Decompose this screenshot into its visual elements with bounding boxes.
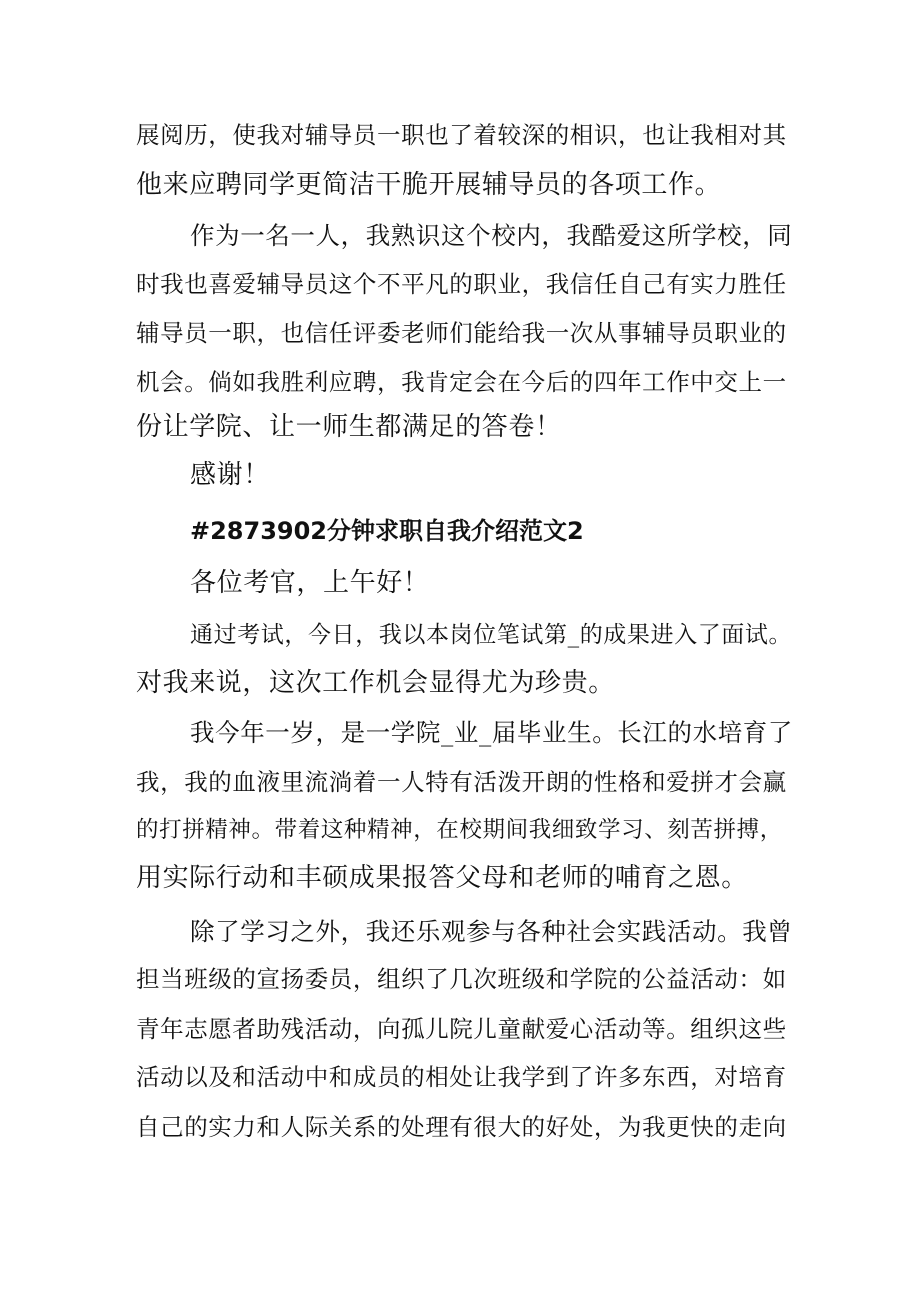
paragraph-line: 的打拼精神。带着这种精神，在校期间我细致学习、刻苦拼搏， xyxy=(136,817,783,843)
paragraph-line: 活动以及和活动中和成员的相处让我学到了许多东西，对培育 xyxy=(136,1063,787,1091)
paragraph-line: 时我也喜爱辅导员这个不平凡的职业，我信任自己有实力胜任 xyxy=(136,270,787,298)
paragraph-line: 担当班级的宣扬委员，组织了几次班级和学院的公益活动：如 xyxy=(136,965,787,993)
paragraph-line: 青年志愿者助残活动，向孤儿院儿童献爱心活动等。组织这些 xyxy=(136,1015,787,1043)
paragraph-line: 机会。倘如我胜利应聘，我肯定会在今后的四年工作中交上一 xyxy=(136,368,787,396)
paragraph-line: 各位考官，上午好！ xyxy=(190,568,430,598)
paragraph-line: 对我来说，这次工作机会显得尤为珍贵。 xyxy=(136,668,615,698)
paragraph-line: 份让学院、让一师生都满足的答卷！ xyxy=(136,412,562,442)
paragraph-line: 通过考试，今日，我以本岗位笔试第_的成果进入了面试。 xyxy=(190,622,793,648)
paragraph-line: 用实际行动和丰硕成果报答父母和老师的哺育之恩。 xyxy=(136,863,748,893)
paragraph-line: 他来应聘同学更简洁干脆开展辅导员的各项工作。 xyxy=(136,170,722,200)
paragraph-line: 我，我的血液里流淌着一人特有活泼开朗的性格和爱拼才会赢 xyxy=(136,768,787,796)
paragraph-line: 感谢！ xyxy=(190,460,270,490)
paragraph-line: 作为一名一人，我熟识这个校内，我酷爱这所学校，同 xyxy=(190,221,793,250)
paragraph-line: 我今年一岁，是一学院_业_届毕业生。长江的水培育了 xyxy=(190,718,793,747)
paragraph-line: 辅导员一职，也信任评委老师们能给我一次从事辅导员职业的 xyxy=(136,319,787,347)
paragraph-line: 展阅历，使我对辅导员一职也了着较深的相识，也让我相对其 xyxy=(136,121,787,149)
section-heading: #2873902分钟求职自我介绍范文2 xyxy=(190,517,584,545)
paragraph-line: 自己的实力和人际关系的处理有很大的好处，为我更快的走向 xyxy=(136,1113,787,1141)
paragraph-line: 除了学习之外，我还乐观参与各种社会实践活动。我曾 xyxy=(190,917,793,946)
